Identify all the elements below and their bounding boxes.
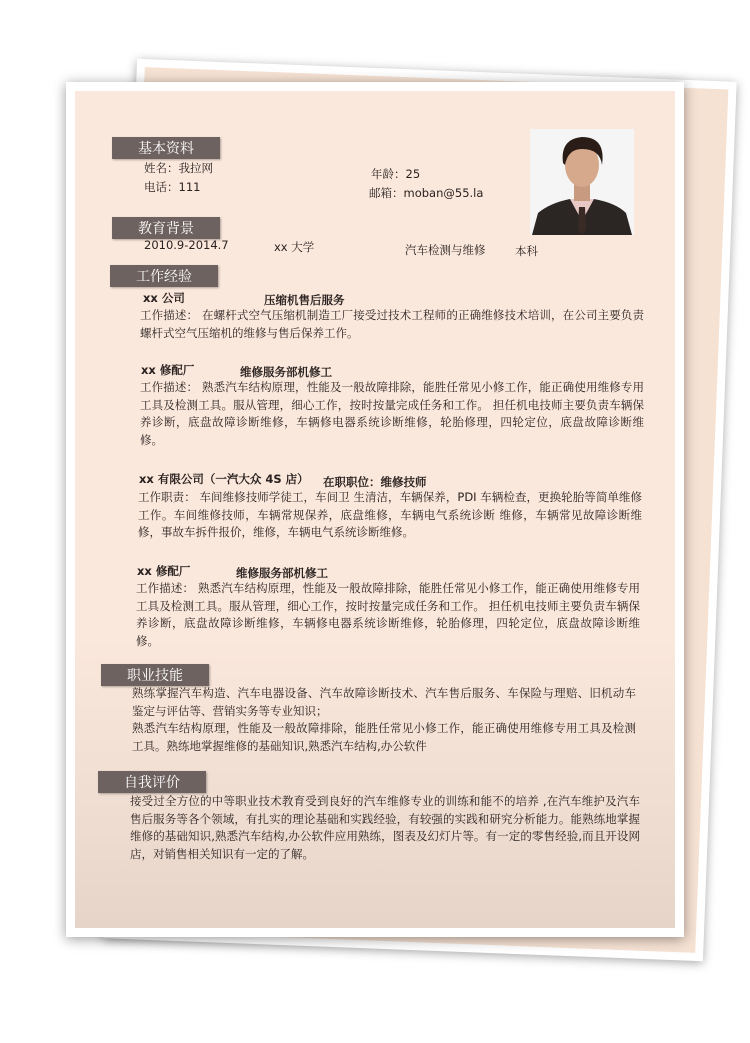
- education-degree: 本科: [515, 244, 538, 258]
- resume-paper: [75, 91, 675, 928]
- education-period: 2010.9-2014.7: [144, 238, 229, 252]
- job-position: 维修服务部机修工: [240, 365, 332, 379]
- job-position: 在职职位：维修技师: [323, 475, 427, 489]
- age-text: 年龄：25: [371, 167, 421, 181]
- job-position: 维修服务部机修工: [236, 566, 328, 580]
- person-portrait-icon: [530, 129, 634, 235]
- job-description: 工作描述： 在螺杆式空气压缩机制造工厂接受过技术工程师的正确维修技术培训，在公司主要负责螺杆式空气压缩机的维修与售后保养工作。: [140, 308, 644, 340]
- job-company: xx 修配厂: [141, 363, 195, 377]
- profile-photo: [530, 129, 634, 235]
- job-company: xx 修配厂: [137, 564, 191, 578]
- section-header-self-evaluation: 自我评价: [98, 771, 206, 793]
- skills-text-2: 熟悉汽车结构原理，性能及一般故障排除，能胜任常见小修工作，能正确使用维修专用工具及检测工具。熟练地掌握维修的基础知识,熟悉汽车结构,办公软件: [132, 721, 636, 753]
- section-header-education: 教育背景: [112, 217, 220, 239]
- section-header-skills: 职业技能: [101, 664, 209, 686]
- name-text: 姓名：我拉网: [144, 161, 213, 175]
- email-text: 邮箱：moban@55.la: [369, 186, 484, 200]
- resume-sheet: [66, 82, 684, 937]
- section-header-work: 工作经验: [110, 265, 218, 287]
- section-header-basic: 基本资料: [112, 137, 220, 159]
- skills-text-1: 熟练掌握汽车构造、汽车电器设备、汽车故障诊断技术、汽车售后服务、车保险与理赔、旧机动车鉴定与评估等、营销实务等专业知识；: [132, 686, 636, 718]
- job-description: 工作职责： 车间维修技师学徒工，车间卫 生清洁，车辆保养，PDI 车辆检查，更换轮胎等简单维修工作。车间维修技师，车辆常规保养，底盘维修，车辆电气系统诊断 维修，车辆常见故障诊断维修，事故车拆件报价，维修，车辆电气系统诊断维修。: [138, 490, 642, 539]
- job-company: xx 有限公司（一汽大众 4S 店）: [139, 472, 309, 486]
- job-position: 压缩机售后服务: [264, 293, 345, 307]
- job-description: 工作描述： 熟悉汽车结构原理，性能及一般故障排除，能胜任常见小修工作，能正确使用维修专用工具及检测工具。服从管理，细心工作，按时按量完成任务和工作。 担任机电技师主要负责车辆保养诊断，底盘故障诊断维修，车辆修电器系统诊断维修，轮胎修理，四轮定位，底盘故障诊断维修。: [140, 380, 644, 447]
- job-description: 工作描述： 熟悉汽车结构原理，性能及一般故障排除，能胜任常见小修工作，能正确使用维修专用工具及检测工具。服从管理，细心工作，按时按量完成任务和工作。 担任机电技师主要负责车辆保养诊断，底盘故障诊断维修，车辆修电器系统诊断维修，轮胎修理，四轮定位，底盘故障诊断维修。: [136, 581, 640, 648]
- self-evaluation-text: 接受过全方位的中等职业技术教育受到良好的汽车维修专业的训练和能不的培养 ,在汽车维护及汽车售后服务等各个领域，有扎实的理论基础和实践经验，有较强的实践和研究分析能力。能熟练地掌握维修的基础知识,熟悉汽车结构,办公软件应用熟练，图表及幻灯片等。有一定的零售经验,而且开设网店，对销售相关知识有一定的了解。: [130, 794, 640, 861]
- education-school: xx 大学: [274, 240, 315, 254]
- education-major: 汽车检测与维修: [405, 243, 486, 257]
- phone-text: 电话：111: [144, 180, 201, 194]
- job-company: xx 公司: [143, 291, 185, 305]
